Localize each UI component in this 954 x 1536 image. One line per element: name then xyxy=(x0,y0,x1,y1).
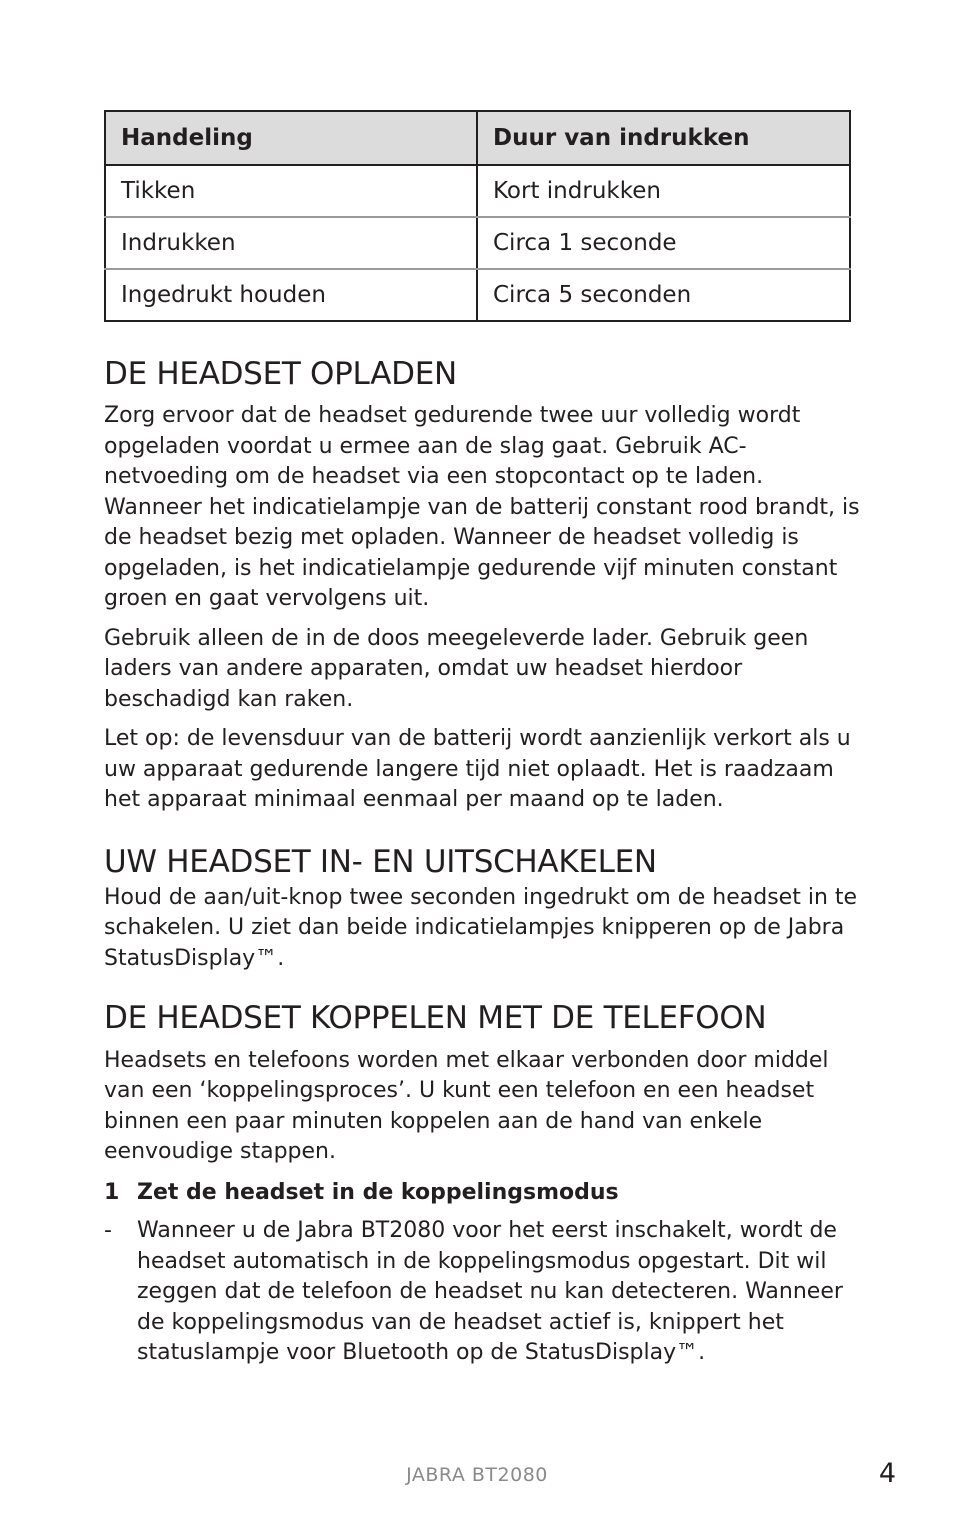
step-title: Zet de headset in de koppelingsmodus xyxy=(137,1179,619,1205)
footer-product-name: JABRA BT2080 xyxy=(406,1464,548,1486)
section-title-charging: DE HEADSET OPLADEN xyxy=(104,356,457,392)
step-heading xyxy=(104,1178,864,1209)
section-title-power: UW HEADSET IN- EN UITSCHAKELEN xyxy=(104,843,657,880)
step-number: 1 xyxy=(104,1179,120,1205)
paragraph: Headsets en telefoons worden met elkaar verbonden door middel van een ‘koppelingsproces’. U kunt een telefoon en een headset binnen een paar minuten koppelen aan de hand van enkele eenvoudige stappen. xyxy=(104,1047,829,1165)
table-cell: Circa 1 seconde xyxy=(477,217,850,269)
list-item xyxy=(104,1216,864,1369)
table-cell: Circa 5 seconden xyxy=(477,269,850,321)
page-number: 4 xyxy=(878,1458,896,1489)
table-cell: Tikken xyxy=(105,165,477,217)
paragraph: Gebruik alleen de in de doos meegeleverde lader. Gebruik geen laders van andere apparaten, omdat uw headset hierdoor beschadigd kan raken. xyxy=(104,625,809,712)
paragraph: Let op: de levensduur van de batterij wordt aanzienlijk verkort als u uw apparaat gedurende langere tijd niet oplaadt. Het is raadzaam het apparaat minimaal eenmaal per maand op te laden. xyxy=(104,726,851,813)
table-header-action: Handeling xyxy=(105,111,477,165)
table-row xyxy=(105,269,850,321)
bullet-text: Wanneer u de Jabra BT2080 voor het eerst inschakelt, wordt de headset automatisch in de koppelingsmodus opgestart. Dit wil zeggen dat de telefoon de headset nu kan detecteren. Wanneer de koppelingsmodus van de headset actief is, knippert het statuslampje voor Bluetooth op de StatusDisplay™. xyxy=(137,1218,843,1366)
section-title-pairing: DE HEADSET KOPPELEN MET DE TELEFOON xyxy=(104,1000,767,1037)
table-row xyxy=(105,165,850,217)
table-header-row xyxy=(105,111,850,165)
button-press-table xyxy=(104,110,851,322)
table-cell: Kort indrukken xyxy=(477,165,850,217)
table-cell: Ingedrukt houden xyxy=(105,269,477,321)
table-cell: Indrukken xyxy=(105,217,477,269)
paragraph: Zorg ervoor dat de headset gedurende twee uur volledig wordt opgeladen voordat u ermee aan de slag gaat. Gebruik AC-netvoeding om de headset via een stopcontact op te laden. Wanneer het indicatielampje van de batterij constant rood brandt, is de headset bezig met opladen. Wanneer de headset volledig is opgeladen, is het indicatielampje gedurende vijf minuten constant groen en gaat vervolgens uit. xyxy=(104,403,860,612)
paragraph: Houd de aan/uit-knop twee seconden ingedrukt om de headset in te schakelen. U ziet dan beide indicatielampjes knipperen op de Jabra StatusDisplay™. xyxy=(104,884,858,971)
main-content xyxy=(104,356,864,1369)
bullet-dash: - xyxy=(104,1218,112,1244)
table-header-duration: Duur van indrukken xyxy=(477,111,850,165)
table-row xyxy=(105,217,850,269)
